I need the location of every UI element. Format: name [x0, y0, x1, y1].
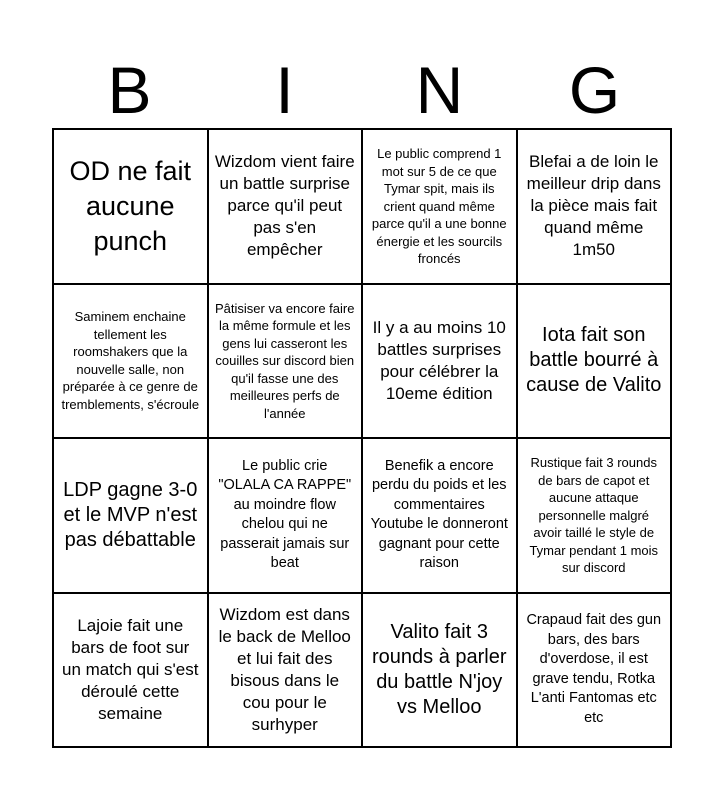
bingo-cell-15[interactable]	[363, 594, 518, 749]
bingo-cell-1[interactable]	[54, 130, 209, 285]
bingo-cell-12[interactable]	[518, 439, 673, 594]
bingo-cell-3[interactable]	[363, 130, 518, 285]
bingo-cell-text: Valito fait 3 rounds à parler du battle N'joy vs Melloo	[371, 620, 507, 718]
header-letter-n: N	[415, 53, 464, 127]
bingo-cell-13[interactable]	[54, 594, 209, 749]
bingo-grid	[52, 128, 672, 748]
bingo-cell-2[interactable]	[209, 130, 364, 285]
bingo-cell-text: Le public crie "OLALA CA RAPPE" au moindre flow chelou qui ne passerait jamais sur beat	[218, 457, 352, 572]
bingo-cell-11[interactable]	[363, 439, 518, 594]
bingo-cell-text: Saminem enchaine tellement les roomshakers que la nouvelle salle, non préparée à ce genre de tremblements, s'écroule	[61, 309, 200, 412]
bingo-cell-text: Le public comprend 1 mot sur 5 de ce que Tymar spit, mais ils crient quand même parce qu'il a une bonne énergie et les sourcils froncés	[371, 146, 507, 266]
header-letter-i: I	[275, 53, 294, 127]
bingo-header	[52, 50, 672, 126]
bingo-cell-text: Crapaud fait des gun bars, des bars d'overdose, il est grave tendu, Rotka L'anti Fantomas etc etc	[526, 612, 662, 726]
bingo-cell-9[interactable]	[54, 439, 209, 594]
bingo-cell-7[interactable]	[363, 285, 518, 440]
bingo-cell-text: Blefai a de loin le meilleur drip dans la pièce mais fait quand même 1m50	[526, 152, 661, 260]
bingo-cell-14[interactable]	[209, 594, 364, 749]
bingo-cell-text: Rustique fait 3 rounds de bars de capot et aucune attaque personnelle malgré avoir taillé le style de Tymar pendant 1 mois sur discord	[529, 455, 659, 575]
bingo-cell-4[interactable]	[518, 130, 673, 285]
header-letter-b: B	[107, 53, 152, 127]
bingo-cell-8[interactable]	[518, 285, 673, 440]
bingo-cell-text: LDP gagne 3-0 et le MVP n'est pas débattable	[63, 478, 198, 551]
bingo-cell-text: Wizdom vient faire un battle surprise parce qu'il peut pas s'en empêcher	[214, 152, 355, 260]
bingo-cell-text: Lajoie fait une bars de foot sur un match qui s'est déroulé cette semaine	[62, 615, 199, 723]
bingo-cell-text: OD ne fait aucune punch	[69, 155, 192, 256]
bingo-cell-5[interactable]	[54, 285, 209, 440]
header-letter-g: G	[568, 53, 621, 127]
bingo-cell-text: Benefik a encore perdu du poids et les commentaires Youtube le donneront gagnant pour cette raison	[370, 457, 508, 572]
bingo-cell-6[interactable]	[209, 285, 364, 440]
bingo-cell-16[interactable]	[518, 594, 673, 749]
bingo-cell-text: Wizdom est dans le back de Melloo et lui fait des bisous dans le cou pour le surhyper	[218, 604, 351, 734]
bingo-cell-10[interactable]	[209, 439, 364, 594]
bingo-cell-text: Pâtisiser va encore faire la même formule et les gens lui casseront les couilles sur discord bien qu'il fasse une des meilleures perfs de l'année	[215, 300, 355, 421]
bingo-cell-text: Iota fait son battle bourré à cause de Valito	[526, 324, 662, 397]
bingo-cell-text: Il y a au moins 10 battles surprises pour célébrer la 10eme édition	[372, 317, 506, 403]
